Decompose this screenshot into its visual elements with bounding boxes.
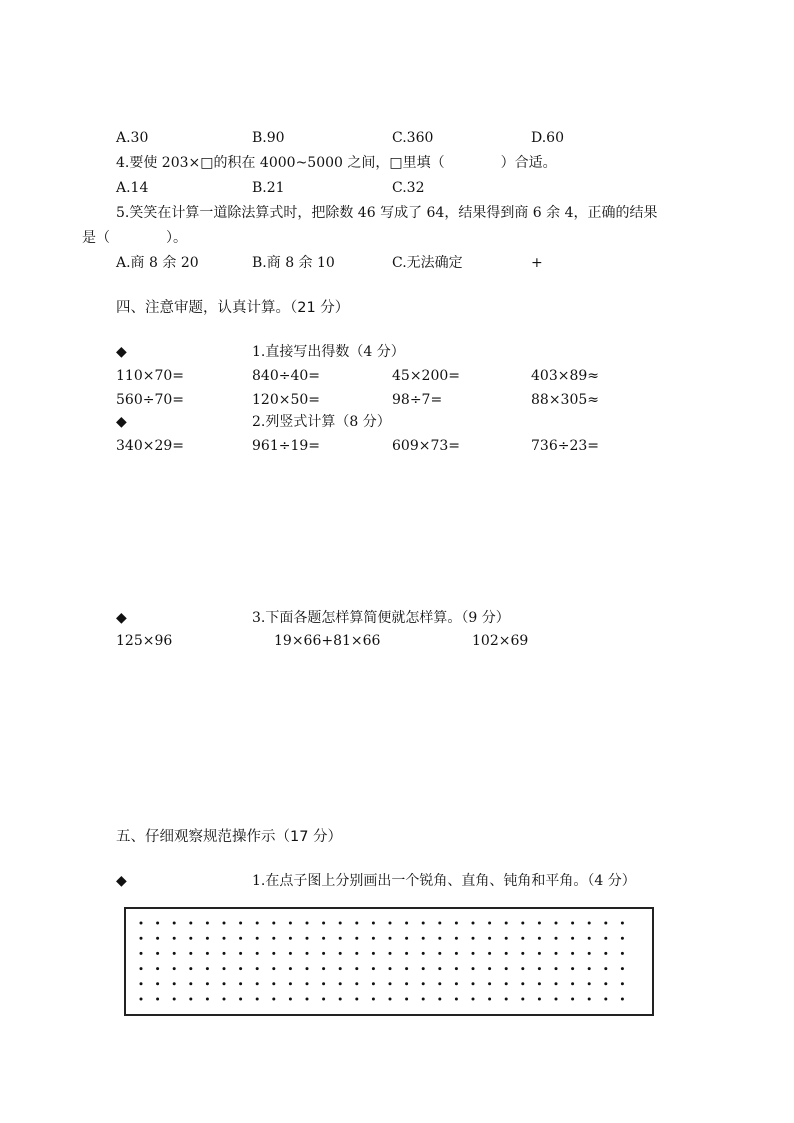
calc-item: 98÷7= [392,392,443,408]
calc-item: 961÷19= [252,438,320,454]
part2-title: 2.列竖式计算（8 分） [252,414,391,430]
calc-item: 840÷40= [252,368,320,384]
grid-dot[interactable] [505,967,508,970]
grid-dot[interactable] [405,922,408,925]
q5-option-d: + [531,255,543,271]
grid-dot[interactable] [389,967,392,970]
grid-dot[interactable] [339,952,342,955]
part2-bullet-icon: ◆ [116,414,127,430]
grid-dot[interactable] [505,998,508,1001]
grid-dot[interactable] [571,998,574,1001]
grid-dot[interactable] [206,998,209,1001]
grid-dot[interactable] [571,937,574,940]
grid-dot[interactable] [488,937,491,940]
grid-dot[interactable] [156,967,159,970]
grid-dot[interactable] [272,998,275,1001]
q3-option-a: A.30 [116,130,149,146]
grid-dot[interactable] [588,998,591,1001]
grid-dot[interactable] [322,967,325,970]
q5-stem-line2: 是（ ）。 [82,230,187,246]
grid-dot[interactable] [189,937,192,940]
grid-dot[interactable] [438,967,441,970]
grid-dot[interactable] [521,967,524,970]
grid-dot[interactable] [156,982,159,985]
grid-dot[interactable] [140,982,143,985]
grid-dot[interactable] [339,922,342,925]
q4-option-b: B.21 [252,180,285,196]
grid-dot[interactable] [355,937,358,940]
grid-dot[interactable] [355,967,358,970]
grid-dot[interactable] [521,982,524,985]
calc-item: 403×89≈ [531,368,599,384]
grid-dot[interactable] [239,982,242,985]
q4-option-c: C.32 [392,180,425,196]
grid-dot[interactable] [555,952,558,955]
grid-dot[interactable] [555,922,558,925]
grid-dot[interactable] [621,998,624,1001]
grid-dot[interactable] [306,998,309,1001]
q5-option-c: C.无法确定 [392,255,463,271]
grid-dot[interactable] [272,922,275,925]
grid-dot[interactable] [256,998,259,1001]
section5-part1-title: 1.在点子图上分别画出一个锐角、直角、钝角和平角。（4 分） [252,873,636,889]
grid-dot[interactable] [389,937,392,940]
grid-dot[interactable] [538,967,541,970]
grid-dot[interactable] [571,982,574,985]
grid-dot[interactable] [389,922,392,925]
grid-dot[interactable] [422,998,425,1001]
q5-stem-line1: 5.笑笑在计算一道除法算式时，把除数 46 写成了 64，结果得到商 6 余 4，正确的结果 [116,205,658,221]
grid-dot[interactable] [140,937,143,940]
grid-dot[interactable] [206,982,209,985]
grid-dot[interactable] [239,952,242,955]
grid-dot[interactable] [505,922,508,925]
grid-dot[interactable] [239,998,242,1001]
grid-dot[interactable] [206,937,209,940]
grid-dot[interactable] [289,967,292,970]
grid-dot[interactable] [206,922,209,925]
q4-stem: 4.要使 203×□的积在 4000~5000 之间，□里填（ ）合适。 [116,155,557,171]
grid-dot[interactable] [538,998,541,1001]
grid-dot[interactable] [588,967,591,970]
grid-dot[interactable] [438,952,441,955]
grid-dot[interactable] [555,982,558,985]
grid-dot[interactable] [372,967,375,970]
q5-option-b: B.商 8 余 10 [252,255,335,271]
grid-dot[interactable] [256,967,259,970]
grid-dot[interactable] [156,937,159,940]
grid-dot[interactable] [521,937,524,940]
grid-dot[interactable] [438,982,441,985]
grid-dot[interactable] [438,937,441,940]
calc-item: 125×96 [116,633,173,649]
grid-dot[interactable] [272,952,275,955]
grid-dot[interactable] [488,998,491,1001]
grid-dot[interactable] [389,982,392,985]
grid-dot[interactable] [472,937,475,940]
grid-dot[interactable] [206,967,209,970]
grid-dot[interactable] [505,937,508,940]
grid-dot[interactable] [355,952,358,955]
grid-dot[interactable] [173,998,176,1001]
grid-dot[interactable] [555,998,558,1001]
grid-dot[interactable] [521,998,524,1001]
grid-dot[interactable] [173,982,176,985]
calc-item: 102×69 [472,633,529,649]
grid-dot[interactable] [488,982,491,985]
grid-dot[interactable] [339,982,342,985]
grid-dot[interactable] [289,952,292,955]
grid-dot[interactable] [538,952,541,955]
grid-dot[interactable] [289,998,292,1001]
grid-dot[interactable] [405,937,408,940]
grid-dot[interactable] [306,967,309,970]
grid-dot[interactable] [256,952,259,955]
grid-dot[interactable] [488,922,491,925]
grid-dot[interactable] [405,998,408,1001]
grid-dot[interactable] [488,967,491,970]
grid-dot[interactable] [355,998,358,1001]
grid-dot[interactable] [521,922,524,925]
grid-dot[interactable] [405,982,408,985]
grid-dot[interactable] [140,998,143,1001]
grid-dot[interactable] [588,982,591,985]
grid-dot[interactable] [604,998,607,1001]
grid-dot[interactable] [173,952,176,955]
grid-dot[interactable] [372,922,375,925]
grid-dot[interactable] [488,952,491,955]
calc-item: 560÷70= [116,392,184,408]
q3-option-c: C.360 [392,130,434,146]
grid-dot[interactable] [189,922,192,925]
grid-dot[interactable] [555,937,558,940]
calc-item: 120×50= [252,392,320,408]
section5-part1-bullet-icon: ◆ [116,873,127,889]
grid-dot[interactable] [223,952,226,955]
grid-dot[interactable] [189,967,192,970]
q5-option-a: A.商 8 余 20 [116,255,199,271]
q3-option-d: D.60 [531,130,564,146]
part1-title: 1.直接写出得数（4 分） [252,344,405,360]
grid-dot[interactable] [621,922,624,925]
grid-dot[interactable] [289,922,292,925]
grid-dot[interactable] [538,922,541,925]
grid-dot[interactable] [422,952,425,955]
grid-dot[interactable] [140,922,143,925]
grid-dot[interactable] [223,998,226,1001]
grid-dot[interactable] [156,952,159,955]
grid-dot[interactable] [339,937,342,940]
grid-dot[interactable] [239,922,242,925]
section4-title: 四、注意审题，认真计算。（21 分） [116,300,350,316]
grid-dot[interactable] [621,952,624,955]
grid-dot[interactable] [422,937,425,940]
grid-dot[interactable] [355,982,358,985]
grid-dot[interactable] [405,952,408,955]
grid-dot[interactable] [472,982,475,985]
grid-dot[interactable] [604,937,607,940]
grid-dot[interactable] [173,967,176,970]
grid-dot[interactable] [422,922,425,925]
grid-dot[interactable] [455,937,458,940]
grid-dot[interactable] [571,967,574,970]
grid-dot[interactable] [455,952,458,955]
grid-dot[interactable] [621,967,624,970]
grid-dot[interactable] [438,998,441,1001]
grid-dot[interactable] [140,967,143,970]
grid-dot[interactable] [140,952,143,955]
grid-dot[interactable] [538,982,541,985]
calc-item: 88×305≈ [531,392,599,408]
dot-grid[interactable] [124,907,654,1016]
calc-item: 609×73= [392,438,460,454]
grid-dot[interactable] [189,952,192,955]
grid-dot[interactable] [438,922,441,925]
grid-dot[interactable] [306,922,309,925]
grid-dot[interactable] [322,922,325,925]
grid-dot[interactable] [422,982,425,985]
grid-dot[interactable] [322,998,325,1001]
grid-dot[interactable] [256,982,259,985]
part1-bullet-icon: ◆ [116,344,127,360]
grid-dot[interactable] [555,967,558,970]
grid-dot[interactable] [455,998,458,1001]
grid-dot[interactable] [306,937,309,940]
grid-dot[interactable] [472,998,475,1001]
grid-dot[interactable] [239,937,242,940]
grid-dot[interactable] [223,982,226,985]
grid-dot[interactable] [372,937,375,940]
grid-dot[interactable] [389,952,392,955]
grid-dot[interactable] [306,952,309,955]
grid-dot[interactable] [604,967,607,970]
grid-dot[interactable] [389,998,392,1001]
grid-dot[interactable] [173,937,176,940]
grid-dot[interactable] [256,922,259,925]
grid-dot[interactable] [538,937,541,940]
grid-dot[interactable] [472,967,475,970]
q4-option-a: A.14 [116,180,149,196]
grid-dot[interactable] [322,952,325,955]
grid-dot[interactable] [355,922,358,925]
grid-dot[interactable] [455,982,458,985]
grid-dot[interactable] [372,998,375,1001]
grid-dot[interactable] [339,967,342,970]
q3-option-b: B.90 [252,130,285,146]
grid-dot[interactable] [156,922,159,925]
grid-dot[interactable] [256,937,259,940]
grid-dot[interactable] [505,982,508,985]
grid-dot[interactable] [289,982,292,985]
grid-dot[interactable] [521,952,524,955]
grid-dot[interactable] [405,967,408,970]
grid-dot[interactable] [156,998,159,1001]
grid-dot[interactable] [189,982,192,985]
grid-dot[interactable] [339,998,342,1001]
grid-dot[interactable] [239,967,242,970]
grid-dot[interactable] [571,952,574,955]
grid-dot[interactable] [588,937,591,940]
grid-dot[interactable] [621,937,624,940]
grid-dot[interactable] [621,982,624,985]
grid-dot[interactable] [455,922,458,925]
section5-title: 五、仔细观察规范操作示（17 分） [116,829,343,845]
part3-bullet-icon: ◆ [116,610,127,626]
grid-dot[interactable] [455,967,458,970]
grid-dot[interactable] [571,922,574,925]
grid-dot[interactable] [604,922,607,925]
grid-dot[interactable] [272,967,275,970]
grid-dot[interactable] [472,952,475,955]
grid-dot[interactable] [173,922,176,925]
grid-dot[interactable] [272,937,275,940]
grid-dot[interactable] [372,952,375,955]
grid-dot[interactable] [223,967,226,970]
grid-dot[interactable] [322,982,325,985]
calc-item: 110×70= [116,368,184,384]
calc-item: 45×200= [392,368,460,384]
calc-item: 340×29= [116,438,184,454]
calc-item: 19×66+81×66 [274,633,381,649]
grid-dot[interactable] [189,998,192,1001]
grid-dot[interactable] [206,952,209,955]
grid-dot[interactable] [604,952,607,955]
grid-dot[interactable] [588,952,591,955]
grid-dot[interactable] [604,982,607,985]
grid-dot[interactable] [372,982,375,985]
grid-dot[interactable] [289,937,292,940]
grid-dot[interactable] [223,937,226,940]
grid-dot[interactable] [272,982,275,985]
grid-dot[interactable] [505,952,508,955]
grid-dot[interactable] [322,937,325,940]
grid-dot[interactable] [472,922,475,925]
grid-dot[interactable] [588,922,591,925]
calc-item: 736÷23= [531,438,599,454]
part3-title: 3.下面各题怎样算简便就怎样算。（9 分） [252,610,510,626]
grid-dot[interactable] [223,922,226,925]
grid-dot[interactable] [306,982,309,985]
grid-dot[interactable] [422,967,425,970]
dot-grid-svg[interactable] [126,909,652,1014]
